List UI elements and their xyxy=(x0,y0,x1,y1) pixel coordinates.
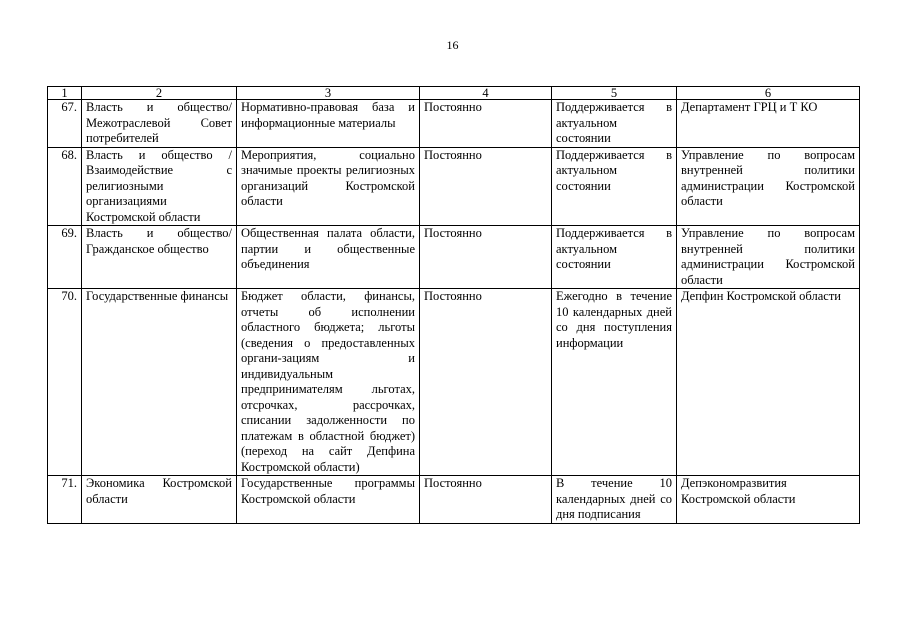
table-header-row xyxy=(48,87,860,100)
row-update: Ежегодно в течение 10 календарных дней со дня поступления информации xyxy=(552,289,677,476)
row-responsible: Департамент ГРЦ и Т КО xyxy=(677,100,860,148)
table-row xyxy=(48,289,860,476)
row-topic: Власть и общество/ Межотраслевой Совет потребителей xyxy=(82,100,237,148)
row-responsible: Управление по вопросам внутренней политики администрации Костромской области xyxy=(677,226,860,289)
row-number: 67. xyxy=(48,100,82,148)
row-content: Бюджет области, финансы, отчеты об исполнении областного бюджета; льготы (сведения о предоставленных органи-зациям и индивидуальным предпринимателям льготах, отсрочках, рассрочках, списании задолженности по платежам в областной бюджет) (переход на сайт Депфина Костромской области) xyxy=(237,289,420,476)
row-number: 68. xyxy=(48,147,82,226)
row-update: Поддерживается в актуальном состоянии xyxy=(552,226,677,289)
row-topic: Власть и общество /Взаимодействие с религиозными организациями Костромской области xyxy=(82,147,237,226)
row-content: Мероприятия, социально значимые проекты религиозных организаций Костромской области xyxy=(237,147,420,226)
header-col-6: 6 xyxy=(677,87,860,100)
row-topic: Власть и общество/Гражданское общество xyxy=(82,226,237,289)
row-number: 71. xyxy=(48,476,82,524)
table-row xyxy=(48,147,860,226)
row-frequency: Постоянно xyxy=(420,147,552,226)
row-content: Общественная палата области, партии и общественные объединения xyxy=(237,226,420,289)
row-content: Государственные программы Костромской области xyxy=(237,476,420,524)
row-topic: Экономика Костромской области xyxy=(82,476,237,524)
row-topic: Государственные финансы xyxy=(82,289,237,476)
row-content: Нормативно-правовая база и информационные материалы xyxy=(237,100,420,148)
row-frequency: Постоянно xyxy=(420,100,552,148)
row-frequency: Постоянно xyxy=(420,226,552,289)
header-col-1: 1 xyxy=(48,87,82,100)
header-col-5: 5 xyxy=(552,87,677,100)
row-responsible: Управление по вопросам внутренней политики администрации Костромской области xyxy=(677,147,860,226)
header-col-4: 4 xyxy=(420,87,552,100)
row-number: 70. xyxy=(48,289,82,476)
page-number: 16 xyxy=(446,38,459,52)
table-row xyxy=(48,100,860,148)
table-row xyxy=(48,476,860,524)
row-responsible: Депэкономразвития Костромской области xyxy=(677,476,860,524)
document-table xyxy=(47,86,860,524)
row-update: Поддерживается в актуальном состоянии xyxy=(552,100,677,148)
row-update: В течение 10 календарных дней со дня подписания xyxy=(552,476,677,524)
row-update: Поддерживается в актуальном состоянии xyxy=(552,147,677,226)
row-number: 69. xyxy=(48,226,82,289)
row-responsible: Депфин Костромской области xyxy=(677,289,860,476)
row-frequency: Постоянно xyxy=(420,289,552,476)
row-frequency: Постоянно xyxy=(420,476,552,524)
table-row xyxy=(48,226,860,289)
header-col-2: 2 xyxy=(82,87,237,100)
header-col-3: 3 xyxy=(237,87,420,100)
